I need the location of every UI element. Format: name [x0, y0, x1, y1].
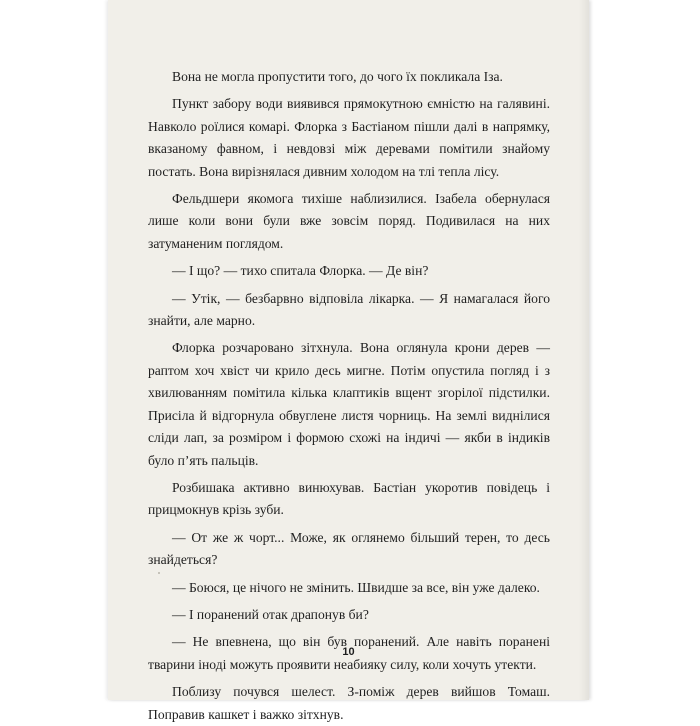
paragraph-1: Вона не могла пропустити того, до чого їх покликала Іза. — [172, 69, 503, 84]
page-gutter-shadow — [579, 0, 589, 700]
paragraph-6: Флорка розчаровано зітхнула. Вона оглянула крони дерев — раптом хоч хвіст чи крило десь мигне. Потім опустила погляд і з хвилюванням помітила кілька клаптиків вщент згорілої підстилки. Присіла й відгорнула обвуглене листя чорниць. На землі виднілися сліди лап, за розміром і формою схожі на індичі — якби в індиків було п’ять пальців. — [148, 340, 550, 468]
paragraph-9: — Боюся, це нічого не змінить. Швидше за все, він уже далеко. — [172, 579, 540, 595]
paragraph-11: — Не впевнена, що він був поранений. Але навіть поранені тварини іноді можуть проявити неабияку силу, коли хочуть утекти. — [148, 634, 550, 672]
book-page — [108, 0, 589, 722]
page-body-text — [148, 66, 550, 726]
paragraph-7: Розбишака активно винюхував. Бастіан укоротив повідець і прицмокнув крізь зуби. — [148, 479, 550, 518]
paragraph-5: — Утік, — безбарвно відповіла лікарка. — Я намагалася його знайти, але марно. — [148, 290, 550, 329]
paragraph-12: Поблизу почувся шелест. З-поміж дерев вийшов Томаш. Поправив кашкет і важко зітхнув. — [148, 684, 550, 722]
paragraph-8: — От же ж чорт... Може, як оглянемо більший терен, то десь знайдеться? — [148, 529, 550, 568]
paragraph-2: Пункт забору води виявився прямокутною ємністю на галявині. Навколо роїлися комарі. Флорка з Бастіаном пішли далі в напрямку, вказаному фавном, і невдовзі між деревами помітили знайому постать. Вона вирізнялася дивним холодом на тлі теплa лісу. — [148, 96, 550, 179]
paragraph-4: — І що? — тихо спитала Флорка. — Де він? — [172, 263, 429, 279]
paragraph-3: Фельдшери якомога тихіше наблизилися. Ізабела обернулася лише коли вони були вже зовсім поряд. Подивилася на них затуманеним поглядом. — [148, 191, 550, 251]
page-number: 10 — [342, 646, 355, 658]
paragraph-10: — І поранений отак драпонув би? — [172, 606, 369, 622]
